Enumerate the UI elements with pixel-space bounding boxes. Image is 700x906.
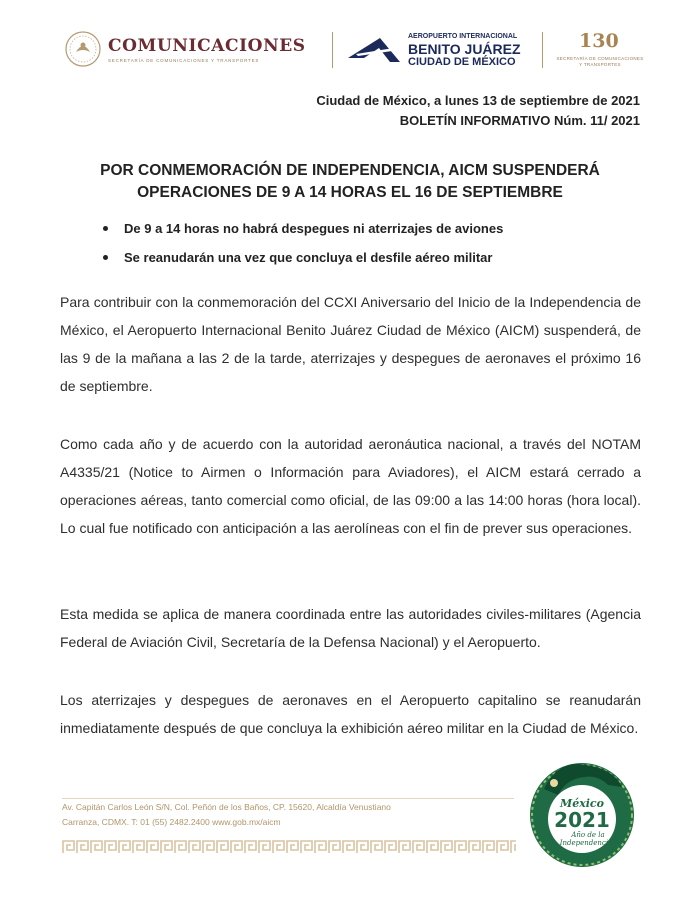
emblem-year: 2021 xyxy=(554,808,610,832)
body-paragraph: Para contribuir con la conmemoración del CCXI Aniversario del Inicio de la Independencia de México, el Aeropuerto Internacional Benito Juárez Ciudad de México (AICM) suspenderá, de las 9 de la mañana a las 2 de la tarde, aterrizajes y despegues de aeronaves el próximo 16 de septiembre. xyxy=(60,294,641,394)
bullet-icon xyxy=(103,255,108,260)
body-paragraph: Los aterrizajes y despegues de aeronaves en el Aeropuerto capitalino se reanudarán inmediatamente después de que concluya la exhibición aéreo militar en la Ciudad de México. xyxy=(60,692,641,736)
date-text: Ciudad de México, a lunes 13 de septiembre de 2021 xyxy=(316,93,640,108)
bullet-icon xyxy=(103,226,108,231)
bulletin-number: BOLETÍN INFORMATIVO Núm. 11/ 2021 xyxy=(399,113,640,128)
footer-divider xyxy=(62,798,514,799)
airport-name-line3: CIUDAD DE MÉXICO xyxy=(408,56,516,68)
emblem-caption: Año de la xyxy=(571,831,605,839)
emblem-country: México xyxy=(560,797,604,810)
header-divider xyxy=(542,32,543,68)
headline xyxy=(60,160,640,204)
body-paragraph: Como cada año y de acuerdo con la autoridad aeronáutica nacional, a través del NOTAM A4335/21 (Notice to Airmen o Información para Aviadores), el AICM estará cerrado a operaciones aéreas, tanto comercial como oficial, de las 09:00 a las 14:00 horas (hora local). Lo cual fue notificado con anticipación a las aerolíneas con el fin de prever sus operaciones. xyxy=(60,436,641,536)
key-point xyxy=(100,243,620,272)
emblem-caption: Independencia xyxy=(559,839,613,847)
aicm-logo-icon xyxy=(346,34,402,66)
airport-name-line1: AEROPUERTO INTERNACIONAL xyxy=(408,33,518,40)
body-paragraph: Esta medida se aplica de manera coordinada entre las autoridades civiles-militares (Agencia Federal de Aviación Civil, Secretaría de la Defensa Nacional) y el Aeropuerto. xyxy=(60,606,641,650)
dateline xyxy=(316,91,640,131)
anniversary-subtitle: SECRETARÍA DE COMUNICACIONES Y TRANSPORTES xyxy=(556,56,644,67)
header-divider xyxy=(332,32,333,68)
headline-line: POR CONMEMORACIÓN DE INDEPENDENCIA, AICM SUSPENDERÁ xyxy=(100,162,600,179)
ministry-subtitle: SECRETARÍA DE COMUNICACIONES Y TRANSPORTES xyxy=(108,58,260,63)
key-point-text: De 9 a 14 horas no habrá despegues ni aterrizajes de aviones xyxy=(124,221,504,236)
key-points-list xyxy=(100,214,620,272)
anniversary-logo: 130 xyxy=(579,30,619,52)
mexico-2021-emblem xyxy=(524,755,640,871)
key-point xyxy=(100,214,620,243)
key-point-text: Se reanudarán una vez que concluya el desfile aéreo militar xyxy=(124,250,493,265)
airport-name-line2: BENITO JUÁREZ xyxy=(408,41,521,57)
ministry-name: COMUNICACIONES xyxy=(108,36,306,56)
headline-line: OPERACIONES DE 9 A 14 HORAS EL 16 DE SEPTIEMBRE xyxy=(137,184,563,201)
decorative-border-pattern xyxy=(62,839,516,855)
footer-address xyxy=(62,800,442,830)
address-line: Av. Capitán Carlos León S/N, Col. Peñón de los Baños, CP. 15620, Alcaldía Venustiano xyxy=(62,802,391,812)
letterhead xyxy=(64,26,654,78)
address-line: Carranza, CDMX. T: 01 (55) 2482.2400 www.gob.mx/aicm xyxy=(62,817,281,827)
national-seal-icon xyxy=(64,30,102,68)
